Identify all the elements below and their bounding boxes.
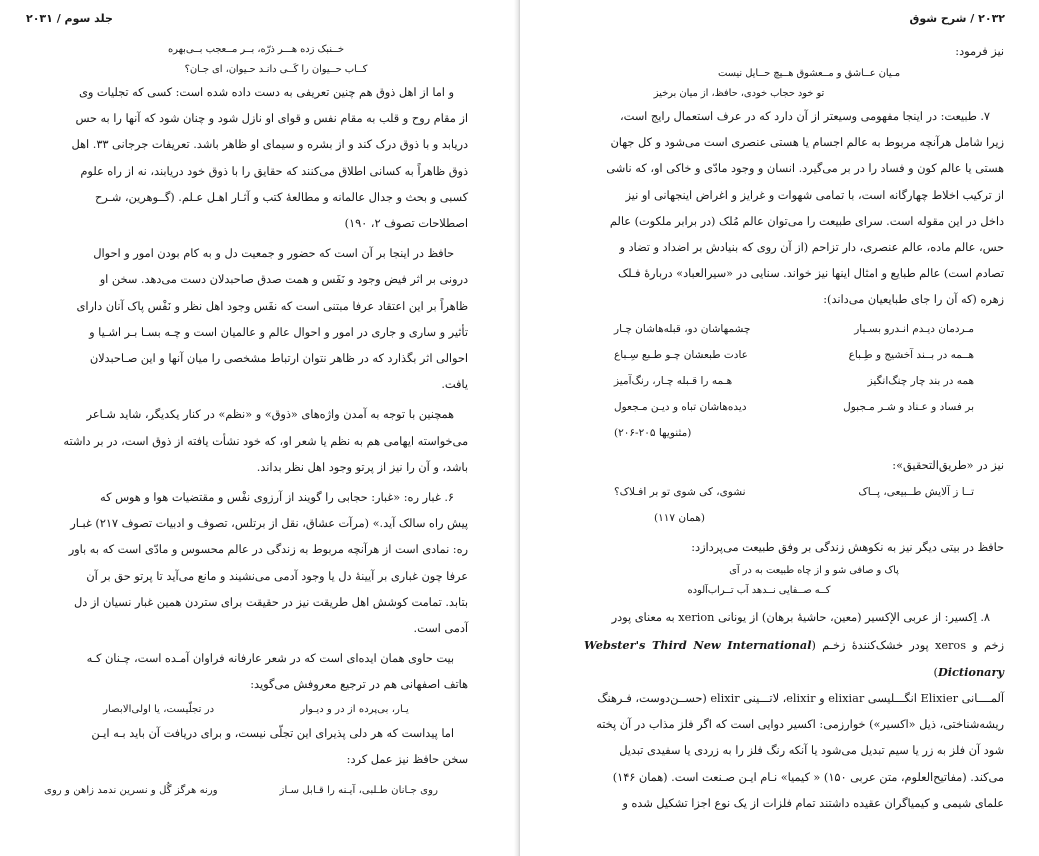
- verse-hemistich-left: هـمه را قـبله چـار، رنگ‌آمیز: [614, 375, 733, 388]
- verse-hemistich-right: تــا ز آلایش طــبیعی، پــاک: [858, 485, 974, 498]
- intro-line: نیز فرمود:: [955, 45, 1004, 58]
- hatef-verse: [44, 699, 468, 721]
- text-line: ۸. اِکسیر: از عربی الإکسیر (معین، حاشیهٔ برهان) از یونانی xerion به معنای پودر: [611, 611, 990, 625]
- paragraph-zowq-nazm: [44, 402, 468, 481]
- top-verse-line-1: خــنبک زده هـــر ذرّه، بــر مــعجب بــی‌بهره: [168, 44, 344, 55]
- text-line: عرفا چون غباری بر آیینهٔ دل یا وجود آدمی می‌نشیند و مانع می‌آید تا پرتو حق بر آن: [86, 569, 468, 583]
- left-page: [0, 0, 519, 856]
- text-line: ظاهراً بر این اعتقاد عرفا مبتنی است که نفَس وجود اهل نظر و نَفْس پاک آنان دارای: [76, 299, 468, 313]
- paragraph-eksir: [584, 605, 1004, 817]
- text-line: زهره (که آن را جای طبایعیان می‌داند):: [823, 293, 1004, 307]
- text-line: پیش راه سالک آید.» (مرآت عشاق، نقل از برتلس، تصوف و ادبیات تصوف ۲۱۷) غبـار: [70, 517, 468, 531]
- text-line: آلمــــانی Elixier انگـــلیسی elixiar و elixir، لاتـــینی elixir (حســن‌دوست، فـرهنگ: [597, 692, 1004, 706]
- text-line: دریابد و با ذوق درک کند و از بشره و سیمای او ظاهر باشد. تعریفات جرجانی ۳۳. اهل: [71, 138, 468, 152]
- verse-hemistich-left: دیده‌هاشان تباه و دیـن مـجعول: [614, 401, 747, 414]
- paragraph-tabiat: [584, 104, 1004, 314]
- verse-hemistich-left: چشمهاشان دو، قبله‌هاشان چـار: [614, 322, 751, 335]
- hafez-verse-2: کــه صــفایی نــدهد آب تــراب‌آلوده: [687, 585, 831, 597]
- text-line: زیرا شامل هرآنچه مربوط به عالم اجسام یا هستی عنصری است می‌شود و کل جهان: [610, 136, 1004, 150]
- text-line: ریشه‌شناختی، ذیل «اکسیر») خوارزمی: اکسیر دوایی است که اگر فلز مذاب در آن پخته: [596, 718, 1004, 732]
- verse-line-2: تو خود حجاب خودی، حافظ، از میان برخیز: [653, 88, 825, 99]
- paragraph-tajalli: [44, 721, 468, 773]
- verse-hemistich-right: هــمه در بــند آخشیج و طِـباع: [848, 348, 974, 361]
- sanai-verses: [584, 314, 1004, 447]
- text-line: کسبی و بحث و جدال عالمانه و مطالعهٔ کتب و آثـار اهـل عـلم. (گــوهرین، شـرح: [94, 190, 468, 204]
- citation: (مثنویها ۲۰۵-۲۰۶): [614, 427, 692, 440]
- paragraph-hatef: [44, 646, 468, 698]
- tariq-verse: [584, 479, 1004, 505]
- text-line: تأثیر و ساری و جاری در امور و احوال عالم و عالمیان است و چـه بسـا بـر اشـیا و: [89, 325, 468, 339]
- verse-row: [614, 368, 974, 394]
- right-page: [520, 0, 1039, 856]
- verse-hemistich-right: بر فساد و عـناد و شـر مـجبول: [843, 401, 974, 414]
- verse-row: [614, 316, 974, 342]
- verse-hemistich-left: نشوی، کی شوی تو بر افـلاک؟: [614, 485, 746, 498]
- text-line: حافظ در اینجا بر آن است که حضور و جمعیت دل و به کام بودن امور و احوال: [93, 247, 454, 261]
- text-line: می‌خواسته ایهامی هم به نظم یا شعر او، که خود نشأت یافته از ذوق است، در بر داشته: [63, 434, 468, 448]
- text-segment: زخم و xeros پودر خشک‌کنندهٔ زخـم (: [811, 638, 1004, 652]
- text-line: آدمی است.: [413, 622, 468, 636]
- text-line: احوالی اثر بگذارد که در ظاهر نتوان ارتباط مشخصی را میان آنها و این صـاحبدلان: [89, 352, 468, 366]
- text-line: درونی بر اثر فیض وجود و نَفَس و همت صدق صاحبدلان دست می‌دهد. سخن او: [99, 273, 468, 287]
- verse-hemistich-right: همه در بند چار چنگ‌انگیز: [867, 375, 974, 388]
- text-line: بیت حاوی همان ایده‌ای است که در شعر عارفانه فراوان آمـده است، چـنان کـه: [86, 652, 454, 666]
- right-page-content: [584, 40, 1004, 817]
- paragraph-ghobar-rah: [44, 485, 468, 642]
- verse-row: [614, 342, 974, 368]
- text-line: داخل در این مقوله است. سرای طبیعت را می‌توان عالم مُلک (در برابر ملکوت) عالم: [609, 214, 1004, 228]
- text-line: ذوق ظاهراً به کسانی اطلاق می‌کنند که حقایق را با ذوق خود دریابند، نه از راه علوم: [80, 164, 468, 178]
- verse-line-1: مـیان عــاشق و مــعشوق هــیچ حــایل نیست: [718, 68, 900, 79]
- text-line: علمای شیمی و کیمیاگران عقیده داشتند تمام فلزات از یک نوع اجزا تشکیل شده و: [622, 796, 1004, 810]
- left-page-content: [44, 40, 468, 803]
- text-line: هاتف اصفهانی هم در ترجیع معروفش می‌گوید:: [250, 678, 468, 692]
- text-line: از مقام روح و قلب به مقام نفس و قوای او نازل شود و چنان شود که آنها را به حس: [75, 112, 468, 126]
- verse-row: [614, 420, 974, 446]
- verse-hemistich-right: روی جـانان طـلبی، آیـنه را قـابل سـاز: [279, 785, 438, 797]
- text-line: سخن حافظ نیز عمل کرد:: [346, 752, 468, 766]
- verse-hemistich-left: عادت طبعشان چـو طـبع سِـباع: [614, 348, 748, 361]
- citation: (همان ۱۱۷): [654, 512, 705, 525]
- text-line: باشد، و آن را نیز از پرتو وجود اهل نظر بداند.: [256, 460, 468, 474]
- top-verse-line-2: کــاب حــیوان را کَــی دانـد حـیوان، ای جـان؟: [184, 64, 368, 75]
- text-line: از ترکیب اخلاط چهارگانه است، با تمامی شهوات و غرایز و اغراض اینجهانی او نیز: [625, 188, 1004, 202]
- text-line: تصادم است) عالم طبایع و امثال اینها نیز خواند. سنایی در «سیرالعباد» دربارهٔ فـلک: [617, 267, 1004, 281]
- right-running-head: ۲۰۳۲ / شرح شوق: [909, 12, 1005, 25]
- verse-hemistich-left: ورنه هرگز گُل و نسرین ندمد زاهن و روی: [44, 785, 218, 797]
- verse-hemistich-right: مـردمان دیـدم انـدرو بسـیار: [854, 322, 974, 335]
- dictionary-title: Webster's Third New International Dictionary: [584, 637, 1004, 679]
- paragraph-ahl-zowq: [44, 80, 468, 237]
- text-line: می‌کند. (مفاتیح‌العلوم، متن عربی ۱۵۰) « کیمیا» نـام ایـن صـنعت است. (همان ۱۴۶): [612, 770, 1004, 784]
- text-line: اما پیداست که هر دلی پذیرای این تجلّی نیست، و برای دریافت آن باید بـه ایـن: [91, 726, 454, 740]
- text-line: اصطلاحات تصوف ۲، ۱۹۰): [344, 217, 468, 231]
- text-line: شود آن فلز به زر یا سیم تبدیل می‌شود یا آنکه رنگ فلز را به زردی یا سفیدی تبدیل: [619, 744, 1004, 758]
- left-running-head: جلد سوم / ۲۰۳۱: [26, 12, 113, 25]
- text-segment: ): [933, 665, 938, 679]
- text-line: ۷. طبیعت: در اینجا مفهومی وسیعتر از آن دارد که در عرف استعمال رایج است،: [619, 110, 990, 123]
- text-line: حس، عالم ماده، عالم عنصری، دار تزاحم (از آن روی که بنیادش بر اضداد و تضاد و: [619, 241, 1004, 255]
- hafez-verse-1: پاک و صافی شو و از چاه طبیعت به در آی: [729, 565, 899, 577]
- text-line: هستی یا عالم کون و فساد را در بر می‌گیرد. انسان و وجود مادّی و خاکی او، که ناشی: [606, 162, 1004, 176]
- verse-row: [614, 394, 974, 420]
- verse-hemistich-left: در تجلّیست، یا اولی‌الابصار: [103, 703, 215, 715]
- paragraph-hafez-hozur: [44, 241, 468, 398]
- text-line: ۶. غبار ره: «غبار: حجابی را گویند از آرزوی نفْس و مقتضیات هوا و هوس که: [100, 491, 454, 505]
- paragraph-hafez-tabiat: حافظ در بیتی دیگر نیز به نکوهش زندگی بر وفق طبیعت می‌پردازد:: [691, 541, 1004, 555]
- tariq-intro: نیز در «طریق‌التحقیق»:: [892, 458, 1004, 472]
- text-line: بتابد. تمامت کوشش اهل طریقت نیز در حقیقت برای ستردن همین غبار نسیان از دل: [74, 595, 468, 609]
- text-line: یافت.: [441, 378, 468, 392]
- text-line: ره: نمادی است از هرآنچه مربوط به زندگی در عالم محسوس و مادّی است که به باور: [68, 543, 468, 557]
- text-line: همچنین با توجه به آمدن واژه‌های «ذوق» و «نظم» در کنار یکدیگر، شاید شـاعر: [86, 408, 454, 422]
- text-line: و اما از اهل ذوق هم چنین تعریفی به دست داده شده است: کسی که تجلیات وی: [78, 86, 454, 99]
- hafez-bottom-verse: [44, 779, 468, 803]
- tariq-ref-row: [584, 505, 1004, 531]
- verse-hemistich-right: یـار، بی‌پرده از در و دیـوار: [300, 703, 409, 715]
- text-line: [584, 632, 1004, 686]
